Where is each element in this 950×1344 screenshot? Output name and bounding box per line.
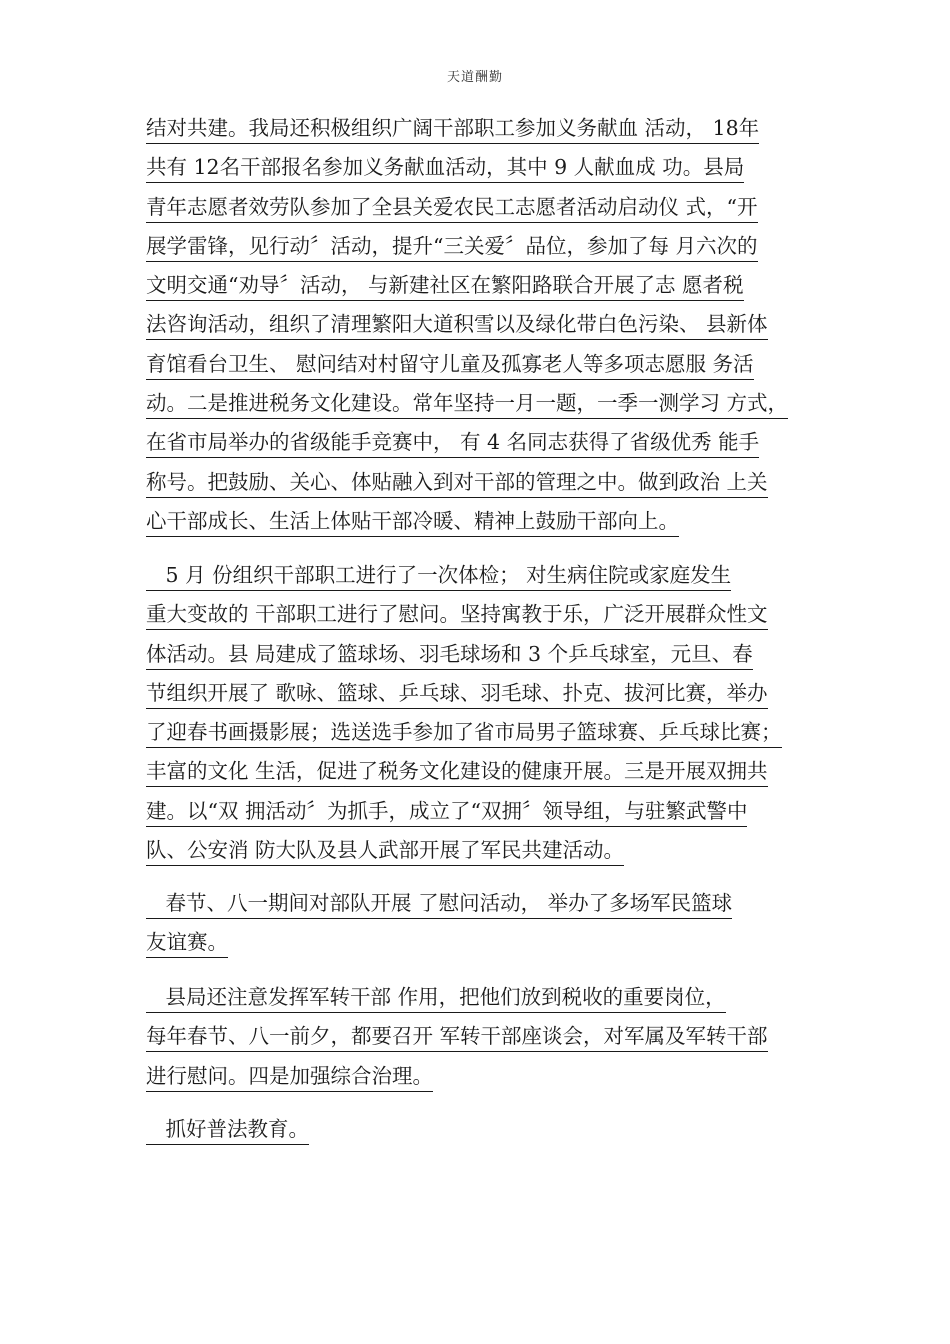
text-line: 重大变故的 干部职工进行了慰问。坚持寓教于乐，广泛开展群众性文 <box>146 600 782 639</box>
text-line: 在省市局举办的省级能手竞赛中， 有 4 名同志获得了省级优秀 能手 <box>146 428 788 467</box>
text-line: 队、公安消 防大队及县人武部开展了军民共建活动。 <box>146 836 782 875</box>
text-line: 抓好普法教育。 <box>146 1115 309 1154</box>
text-line: 青年志愿者效劳队参加了全县关爱农民工志愿者活动启动仪 式，“开 <box>146 193 788 232</box>
paragraph-1 <box>146 114 788 546</box>
text-line: 丰富的文化 生活，促进了税务文化建设的健康开展。三是开展双拥共 <box>146 757 782 796</box>
text-line: 了迎春书画摄影展；选送选手参加了省市局男子篮球赛、乒乓球比赛； <box>146 718 782 757</box>
text-line: 称号。把鼓励、关心、体贴融入到对干部的管理之中。做到政治 上关 <box>146 468 788 507</box>
text-line: 心干部成长、生活上体贴干部冷暖、精神上鼓励干部向上。 <box>146 507 788 546</box>
text-line: 5 月 份组织干部职工进行了一次体检； 对生病住院或家庭发生 <box>146 561 782 600</box>
text-line: 县局还注意发挥军转干部 作用，把他们放到税收的重要岗位， <box>146 983 768 1022</box>
paragraph-5 <box>146 1115 309 1154</box>
text-line: 体活动。县 局建成了篮球场、羽毛球场和 3 个乒乓球室，元旦、春 <box>146 640 782 679</box>
text-line: 建。以“双 拥活动〞为抓手，成立了“双拥〞领导组，与驻繁武警中 <box>146 797 782 836</box>
text-line: 友谊赛。 <box>146 928 732 967</box>
text-line: 动。二是推进税务文化建设。常年坚持一月一题，一季一测学习 方式， <box>146 389 788 428</box>
paragraph-3 <box>146 889 732 968</box>
text-line: 文明交通“劝导〞活动， 与新建社区在繁阳路联合开展了志 愿者税 <box>146 271 788 310</box>
paragraph-2 <box>146 561 782 875</box>
page-header: 天道酬勤 <box>446 70 503 85</box>
text-line: 育馆看台卫生、 慰问结对村留守儿童及孤寡老人等多项志愿服 务活 <box>146 350 788 389</box>
text-line: 结对共建。我局还积极组织广阔干部职工参加义务献血 活动， 18年 <box>146 114 788 153</box>
text-line: 进行慰问。四是加强综合治理。 <box>146 1062 768 1101</box>
text-line: 春节、八一期间对部队开展 了慰问活动， 举办了多场军民篮球 <box>146 889 732 928</box>
text-line: 法咨询活动，组织了清理繁阳大道积雪以及绿化带白色污染、 县新体 <box>146 310 788 349</box>
text-line: 每年春节、八一前夕，都要召开 军转干部座谈会，对军属及军转干部 <box>146 1022 768 1061</box>
paragraph-4 <box>146 983 768 1101</box>
text-line: 节组织开展了 歌咏、篮球、乒乓球、羽毛球、扑克、拔河比赛，举办 <box>146 679 782 718</box>
text-line: 共有 12名干部报名参加义务献血活动，其中 9 人献血成 功。县局 <box>146 153 788 192</box>
text-line: 展学雷锋，见行动〞活动，提升“三关爱〞品位，参加了每 月六次的 <box>146 232 788 271</box>
